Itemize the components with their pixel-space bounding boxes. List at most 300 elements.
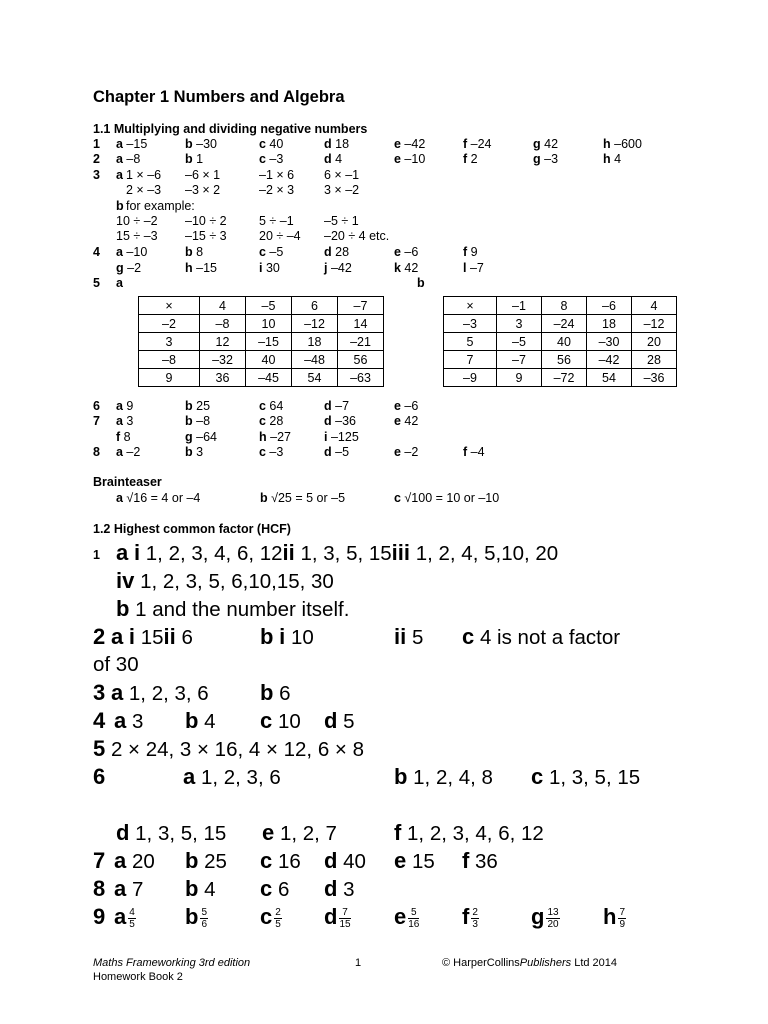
answer-value: 1: [192, 152, 204, 166]
answer-item: [324, 152, 342, 167]
answer-value: √100 = 10 or –10: [400, 491, 500, 505]
hcf-q2-bii: [394, 625, 423, 650]
answer-value: 15: [140, 626, 164, 649]
table-row: [139, 333, 384, 351]
answer-item: [185, 137, 217, 152]
answer-value: 6: [181, 626, 193, 649]
expression: –5 ÷ 1: [324, 214, 359, 228]
part-label: a: [116, 445, 123, 459]
footer-page-number: 1: [355, 957, 362, 969]
part-label: e: [394, 152, 401, 166]
hcf-q6-f: [394, 821, 544, 846]
answer-value: 3: [337, 878, 355, 901]
part-label: k: [394, 261, 401, 275]
table-cell: 56: [542, 351, 587, 369]
table-cell: –30: [587, 333, 632, 351]
answer-value: –4: [467, 445, 485, 459]
answer-value: 42: [400, 261, 419, 275]
answer-item: [114, 849, 155, 874]
answer-item: [324, 445, 349, 460]
answer-value: 25: [192, 399, 211, 413]
answer-value: –2: [123, 261, 142, 275]
question-number: 6: [93, 399, 100, 413]
part-label: e: [394, 445, 401, 459]
table-cell: –5: [246, 297, 292, 315]
expression: –2 × 3: [259, 183, 295, 197]
answer-item: [394, 491, 499, 506]
answer-value: 1, 3, 5, 15: [548, 766, 641, 789]
part-label: f: [463, 245, 468, 259]
part-label: b: [185, 445, 193, 459]
question-number: 7: [93, 848, 106, 873]
part-label: e: [394, 414, 401, 428]
answer-item: [260, 491, 345, 506]
answer-value: 1, 2, 3, 6: [128, 682, 209, 705]
part-label: a: [114, 848, 127, 873]
answer-item: [533, 137, 558, 152]
question-number: 8: [93, 876, 106, 901]
part-label: b: [260, 491, 268, 505]
expression: 3 × –2: [324, 183, 360, 197]
answer-value: 6: [272, 878, 290, 901]
table-cell: 40: [246, 351, 292, 369]
answer-item: [260, 849, 301, 874]
part-label: b: [185, 708, 199, 733]
table-cell: 10: [246, 315, 292, 333]
part-label: f: [462, 848, 470, 873]
answer-value: 1, 2, 3, 6: [200, 766, 281, 789]
part-label: f: [463, 445, 468, 459]
part-label: f: [462, 904, 470, 929]
part-label: g: [533, 137, 541, 151]
table-cell: –12: [292, 315, 338, 333]
part-label: b: [185, 152, 193, 166]
part-label: d: [324, 137, 332, 151]
answer-value: –2: [122, 445, 141, 459]
hcf-q5: [93, 737, 364, 762]
table-cell: –7: [338, 297, 384, 315]
answer-value: 10: [272, 710, 301, 733]
answer-value: –24: [467, 137, 492, 151]
hcf-q2-c: [462, 625, 620, 650]
answer-value: 40: [265, 137, 284, 151]
part-label: b: [185, 876, 199, 901]
expression: –20 ÷ 4 etc.: [324, 229, 390, 243]
part-label: c: [260, 848, 273, 873]
answer-item: [260, 709, 301, 734]
part-label: e: [394, 399, 401, 413]
answer-item: [603, 152, 621, 167]
answer-value: 4: [198, 710, 216, 733]
answer-item: [394, 261, 418, 276]
fraction-answer: [603, 905, 626, 930]
answer-value: 9: [467, 245, 478, 259]
question-number: 7: [93, 414, 100, 428]
denominator: 5: [275, 919, 281, 931]
part-label: b: [260, 624, 274, 649]
expression: –3 × 2: [185, 183, 221, 197]
table-cell: 4: [200, 297, 246, 315]
table-cell: –36: [632, 369, 677, 387]
table-cell: –5: [497, 333, 542, 351]
fraction: [200, 907, 208, 930]
question-number: 6: [93, 764, 106, 789]
answer-value: 4: [610, 152, 622, 166]
answer-item: [116, 414, 133, 429]
table-cell: 18: [587, 315, 632, 333]
answer-value: –36: [331, 414, 356, 428]
answer-value: –5: [331, 445, 350, 459]
sub-label: iv: [116, 568, 135, 593]
answer-value: 9: [122, 399, 134, 413]
part-label: c: [259, 137, 266, 151]
table-row: [444, 315, 677, 333]
table-cell: –45: [246, 369, 292, 387]
part-label: b: [185, 414, 193, 428]
answer-item: [185, 261, 217, 276]
part-label: d: [324, 152, 332, 166]
footer-copyright: [442, 956, 617, 970]
expression: –1 × 6: [259, 168, 295, 182]
section-heading-1-2: 1.2 Highest common factor (HCF): [93, 522, 291, 536]
part-label: f: [463, 137, 468, 151]
part-label: c: [531, 764, 544, 789]
table-cell: –8: [200, 315, 246, 333]
table-row: [139, 315, 384, 333]
part-label: c: [260, 876, 273, 901]
answer-value: –64: [192, 430, 217, 444]
footer-book-subtitle: Homework Book 2: [93, 971, 183, 983]
answer-value: 28: [265, 414, 284, 428]
table-cell: –42: [587, 351, 632, 369]
answer-value: 30: [262, 261, 280, 275]
answer-value: –10: [122, 245, 148, 259]
answer-item: [463, 152, 478, 167]
answer-item: [185, 430, 217, 445]
brainteaser-heading: Brainteaser: [93, 475, 162, 489]
part-label: a: [116, 276, 123, 290]
part-label: d: [324, 245, 332, 259]
sub-label: i: [128, 624, 136, 649]
table-cell: 3: [497, 315, 542, 333]
answer-item: [324, 877, 355, 902]
answer-item: [116, 261, 141, 276]
answer-item: [463, 245, 478, 260]
expression: 5 ÷ –1: [259, 214, 294, 228]
table-cell: –3: [444, 315, 497, 333]
answer-value: 3: [126, 710, 144, 733]
answer-item: [259, 414, 283, 429]
table-cell: 54: [587, 369, 632, 387]
answer-item: [260, 877, 289, 902]
part-label: a: [110, 624, 124, 649]
table-cell: 8: [542, 297, 587, 315]
table-row: [444, 297, 677, 315]
answer-value: 3: [122, 414, 134, 428]
multiplication-table-a: [138, 296, 384, 387]
answer-value: 42: [400, 414, 419, 428]
answer-value: 1, 3, 5, 15: [300, 542, 392, 565]
answer-value: 2 × 24, 3 × 16, 4 × 12, 6 × 8: [110, 738, 364, 761]
table-cell: –72: [542, 369, 587, 387]
footer-book-title: Maths Frameworking 3rd edition: [93, 957, 251, 969]
answer-item: [185, 152, 203, 167]
part-label: b: [394, 764, 408, 789]
table-cell: –32: [200, 351, 246, 369]
answer-item: [533, 152, 558, 167]
table-cell: 56: [338, 351, 384, 369]
table-cell: –12: [632, 315, 677, 333]
denominator: 9: [619, 919, 626, 931]
answer-item: [259, 430, 291, 445]
part-label: a: [183, 764, 196, 789]
denominator: 20: [547, 919, 559, 931]
fraction: [128, 907, 136, 930]
answer-value: 1, 2, 3, 4, 6, 12: [407, 822, 544, 845]
answer-value: –7: [466, 261, 484, 275]
multiplication-table-b: [443, 296, 677, 387]
answer-value: 6: [279, 682, 291, 705]
page-title: Chapter 1 Numbers and Algebra: [93, 88, 345, 106]
answer-value: 15: [406, 850, 435, 873]
table-cell: 36: [200, 369, 246, 387]
part-label: h: [603, 152, 611, 166]
table-cell: 7: [444, 351, 497, 369]
table-cell: ×: [444, 297, 497, 315]
part-label: b: [116, 596, 130, 621]
table-cell: 4: [632, 297, 677, 315]
answer-item: [324, 261, 352, 276]
part-label: a: [116, 414, 123, 428]
answer-value: 16: [272, 850, 301, 873]
part-label: f: [116, 430, 121, 444]
answer-value: 8: [120, 430, 131, 444]
answer-value: 2: [467, 152, 478, 166]
numerator: 5: [201, 907, 208, 919]
table-row: [139, 351, 384, 369]
answer-value: 42: [540, 137, 559, 151]
answer-item: [185, 245, 203, 260]
answer-item: [324, 245, 349, 260]
hcf-q6-c: [531, 765, 640, 790]
answer-item: [324, 137, 349, 152]
answer-value: –600: [610, 137, 642, 151]
answer-item: [603, 137, 642, 152]
answer-item: [394, 137, 425, 152]
fraction: [339, 907, 350, 930]
answer-item: [185, 399, 210, 414]
table-cell: 12: [200, 333, 246, 351]
answer-value: –15: [192, 261, 217, 275]
question-number: 1: [93, 137, 100, 151]
part-label: b: [260, 680, 274, 705]
answer-value: 5: [337, 710, 355, 733]
part-label: g: [185, 430, 193, 444]
fraction-answer: [462, 905, 479, 930]
table-cell: 6: [292, 297, 338, 315]
answer-value: –3: [540, 152, 559, 166]
part-label: g: [116, 261, 124, 275]
table-cell: 3: [139, 333, 200, 351]
answer-item: [116, 445, 140, 460]
part-label: h: [603, 904, 617, 929]
fraction: [471, 907, 479, 930]
answer-value: 1, 2, 3, 4, 6, 12: [145, 542, 283, 565]
part-label: g: [531, 904, 545, 929]
table-row: [444, 333, 677, 351]
table-cell: 9: [497, 369, 542, 387]
part-label: a: [110, 680, 124, 705]
denominator: 15: [339, 919, 351, 931]
answer-value: 36: [469, 850, 498, 873]
table-row: [139, 297, 384, 315]
part-label: a: [116, 491, 123, 505]
part-label: c: [259, 445, 266, 459]
part-label: l: [463, 261, 467, 275]
answer-value: –125: [327, 430, 359, 444]
answer-value: –15: [122, 137, 148, 151]
answer-value: 20: [126, 850, 155, 873]
answer-value: 1, 2, 3, 5, 6,10,15, 30: [140, 570, 334, 593]
table-cell: ×: [139, 297, 200, 315]
answer-item: [259, 261, 280, 276]
answer-item: [259, 245, 283, 260]
table-cell: –63: [338, 369, 384, 387]
answer-value: 28: [331, 245, 350, 259]
answer-value: –2: [400, 445, 419, 459]
part-label: g: [533, 152, 541, 166]
numerator: 7: [619, 907, 626, 919]
table-cell: 14: [338, 315, 384, 333]
part-label: c: [462, 624, 475, 649]
part-label: e: [394, 245, 401, 259]
answer-value: 18: [331, 137, 350, 151]
part-label: d: [324, 876, 338, 901]
numerator: 13: [547, 907, 559, 919]
part-label: d: [324, 399, 332, 413]
part-label: i: [259, 261, 263, 275]
hcf-q3: [93, 681, 209, 706]
part-label: a: [116, 540, 129, 565]
table-cell: –8: [139, 351, 200, 369]
fraction: [546, 907, 559, 930]
table-cell: –48: [292, 351, 338, 369]
answer-value: –42: [327, 261, 352, 275]
table-cell: –7: [497, 351, 542, 369]
question-number: 5: [93, 736, 106, 761]
answer-value: 4: [331, 152, 343, 166]
answer-item: [394, 414, 418, 429]
answer-item: [394, 399, 418, 414]
part-label: a: [116, 168, 123, 182]
answer-item: [259, 399, 283, 414]
table-cell: 54: [292, 369, 338, 387]
hcf-q2-b: [260, 625, 314, 650]
part-label: h: [259, 430, 267, 444]
question-number: 1: [93, 548, 100, 562]
table-cell: 40: [542, 333, 587, 351]
part-label: c: [259, 152, 266, 166]
answer-value: –10: [400, 152, 426, 166]
numerator: 7: [339, 907, 350, 919]
table-row: [139, 369, 384, 387]
answer-item: [394, 245, 418, 260]
part-label: a: [116, 399, 123, 413]
fraction: [408, 907, 419, 930]
answer-value: 10: [290, 626, 314, 649]
table-cell: –24: [542, 315, 587, 333]
answer-item: [114, 709, 143, 734]
answer-item: [116, 245, 147, 260]
table-row: [444, 351, 677, 369]
part-label: e: [394, 137, 401, 151]
denominator: 5: [129, 919, 135, 931]
answer-item: [116, 491, 200, 506]
part-label: b: [185, 848, 199, 873]
fraction-answer: [260, 905, 282, 930]
table-cell: 20: [632, 333, 677, 351]
expression: 1 × –6: [126, 168, 162, 182]
answer-value: 8: [192, 245, 204, 259]
question-number: 9: [93, 904, 106, 929]
answer-item: [185, 877, 216, 902]
denominator: 16: [408, 919, 420, 931]
answer-item: [324, 399, 349, 414]
answer-value: 40: [337, 850, 366, 873]
hcf-q1-line1: [116, 541, 558, 566]
question-number: 4: [93, 245, 100, 259]
copyright-holder: © HarperCollins: [442, 957, 520, 969]
answer-value: 4: [198, 878, 216, 901]
part-label: a: [114, 708, 127, 733]
fraction-answer: [185, 905, 208, 930]
numerator: 4: [129, 907, 135, 919]
answer-item: [185, 709, 216, 734]
question-number: 2: [93, 624, 106, 649]
part-label: c: [259, 245, 266, 259]
answer-item: [394, 152, 425, 167]
part-label: b: [185, 399, 193, 413]
answer-value: 1 and the number itself.: [135, 598, 350, 621]
table-cell: –15: [246, 333, 292, 351]
part-label: c: [260, 904, 273, 929]
part-label: h: [185, 261, 193, 275]
answer-value: √16 = 4 or –4: [122, 491, 201, 505]
answer-item: [259, 445, 283, 460]
table-cell: –6: [587, 297, 632, 315]
question-number: 5: [93, 276, 100, 290]
hcf-q6-d: [116, 821, 226, 846]
answer-item: [259, 152, 283, 167]
expression: –6 × 1: [185, 168, 221, 182]
answer-value: 1, 3, 5, 15: [135, 822, 227, 845]
part-label: i: [324, 430, 328, 444]
section-heading-1-1: 1.1 Multiplying and dividing negative numbers: [93, 122, 368, 136]
part-label: a: [116, 137, 123, 151]
question-number: 3: [93, 680, 106, 705]
fraction: [274, 907, 282, 930]
answer-item: [463, 445, 485, 460]
answer-value: 3: [192, 445, 204, 459]
expression: 6 × –1: [324, 168, 360, 182]
sub-label: i: [279, 624, 286, 649]
part-label: e: [394, 904, 407, 929]
question-number: 4: [93, 708, 106, 733]
answer-value: 1, 2, 7: [279, 822, 337, 845]
table-cell: 9: [139, 369, 200, 387]
answer-item: [116, 430, 131, 445]
answer-value: 7: [126, 878, 144, 901]
